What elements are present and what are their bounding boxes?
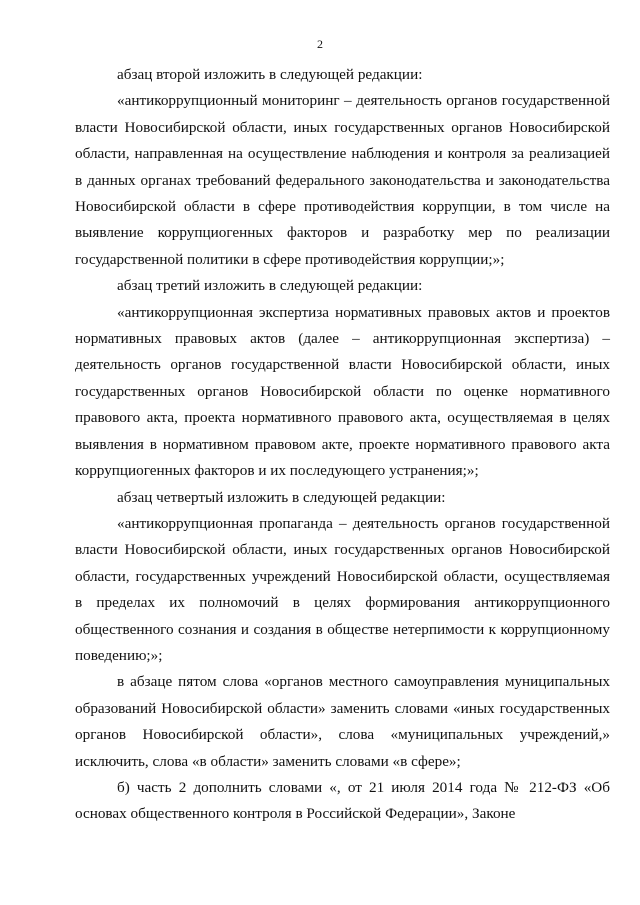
document-body	[75, 62, 610, 828]
paragraph-abzac-pyatyy-amendment: в абзаце пятом слова «органов местного самоуправления муниципальных образований Новосибирской области» заменить словами «иных государственных органов Новосибирской области», слова «муниципальных учреждений,» исключить, слова «в области» заменить словами «в сфере»;	[75, 673, 610, 770]
paragraph-monitoring-definition: «антикоррупционный мониторинг – деятельность органов государственной власти Новосибирской области, иных государственных органов Новосибирской области, направленная на осуществление наблюдения и контроля за реализацией в данных органах требований федерального законодательства и законодательства Новосибирской области в сфере противодействия коррупции, в том числе на выявление коррупциогенных факторов и разработку мер по реализации государственной политики в сфере противодействия коррупции;»;	[75, 92, 610, 268]
page-number: 2	[317, 37, 323, 51]
paragraph-part-2-amendment: б) часть 2 дополнить словами «, от 21 июля 2014 года № 212-ФЗ «Об основах общественного контроля в Российской Федерации», Законе	[75, 778, 610, 823]
paragraph-propaganda-definition: «антикоррупционная пропаганда – деятельность органов государственной власти Новосибирской области, иных государственных органов Новосибирской области, государственных учреждений Новосибирской области, осуществляемая в пределах их полномочий в целях формирования антикоррупционного общественного сознания и создания в обществе нетерпимости к коррупционному поведению;»;	[75, 514, 610, 664]
paragraph-expertise-definition: «антикоррупционная экспертиза нормативных правовых актов и проектов нормативных правовых актов (далее – антикоррупционная экспертиза) – деятельность органов государственной власти Новосибирской области, иных государственных органов Новосибирской области по оценке нормативного правового акта, проекта нормативного правового акта, осуществляемая в целях выявления в нормативном правовом акте, проекте нормативного правового акта коррупциогенных факторов и их последующего устранения;»;	[75, 303, 610, 480]
paragraph-abzac-chetvertyy: абзац четвертый изложить в следующей редакции:	[117, 488, 446, 506]
paragraph-abzac-vtoroy: абзац второй изложить в следующей редакции:	[117, 66, 423, 83]
paragraph-abzac-tretiy: абзац третий изложить в следующей редакции:	[117, 277, 423, 295]
